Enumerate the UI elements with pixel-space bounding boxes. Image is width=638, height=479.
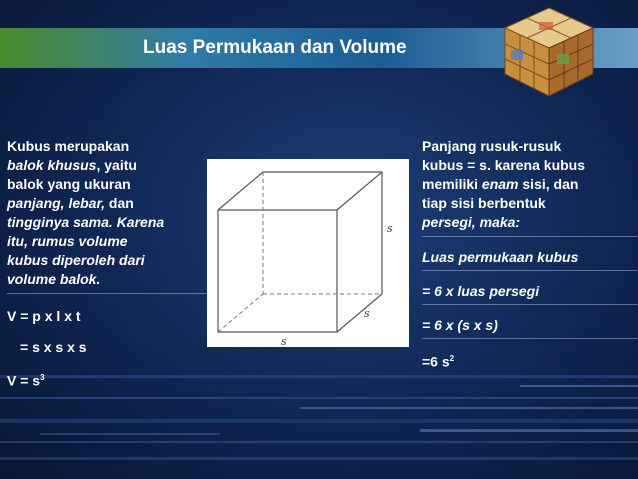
surface-area-exponent: 2 <box>449 354 455 363</box>
volume-exponent: 3 <box>40 373 45 382</box>
surface-area-step1-text: = 6 x luas persegi <box>422 283 540 299</box>
surface-area-result <box>422 350 637 371</box>
text-run: itu, rumus volume <box>7 233 128 249</box>
cube-label-width: s <box>281 335 287 347</box>
surface-area-step2-text: = 6 x (s x s) <box>422 317 498 333</box>
text-run: persegi, maka: <box>422 214 521 230</box>
text-run: balok yang ukuran <box>7 176 131 192</box>
volume-formula-balok: V = p x l x t <box>7 308 81 324</box>
surface-area-heading <box>422 248 637 271</box>
slide-title: Luas Permukaan dan Volume <box>143 37 407 58</box>
text-run: volume balok. <box>7 271 101 287</box>
text-run: Kubus merupakan <box>7 138 130 154</box>
right-text-column <box>422 137 637 371</box>
volume-formula-main: V = s <box>7 372 41 389</box>
text-run: Panjang rusuk-rusuk <box>422 138 562 154</box>
text-run: panjang, lebar, <box>7 195 106 211</box>
text-run: sisi, dan <box>518 176 579 192</box>
cube-label-height: s <box>387 222 393 235</box>
text-run: tingginya sama. Karena <box>7 214 165 230</box>
volume-formula-sxsxs: = s x s x s <box>20 339 87 355</box>
cube-logo-icon <box>497 2 602 102</box>
text-run: kubus diperoleh dari <box>7 252 145 268</box>
cube-label-depth: s <box>364 307 370 320</box>
surface-area-step1 <box>422 282 637 305</box>
cube-description <box>7 137 207 294</box>
text-run: kubus = s. karena kubus <box>422 157 586 173</box>
text-run: , yaitu <box>96 157 137 173</box>
surface-area-label: Luas permukaan kubus <box>422 249 579 265</box>
text-run: memiliki <box>422 176 482 192</box>
text-run: tiap sisi berbentuk <box>422 195 546 211</box>
text-run: balok khusus <box>7 157 97 173</box>
surface-area-step2 <box>422 316 637 339</box>
text-run: dan <box>105 195 134 211</box>
text-run: enam <box>481 176 519 192</box>
volume-formula-cube <box>7 369 207 390</box>
cube-diagram <box>207 159 409 347</box>
surface-area-result-main: =6 s <box>422 353 450 370</box>
left-text-column <box>7 137 207 390</box>
edge-explanation <box>422 137 637 237</box>
